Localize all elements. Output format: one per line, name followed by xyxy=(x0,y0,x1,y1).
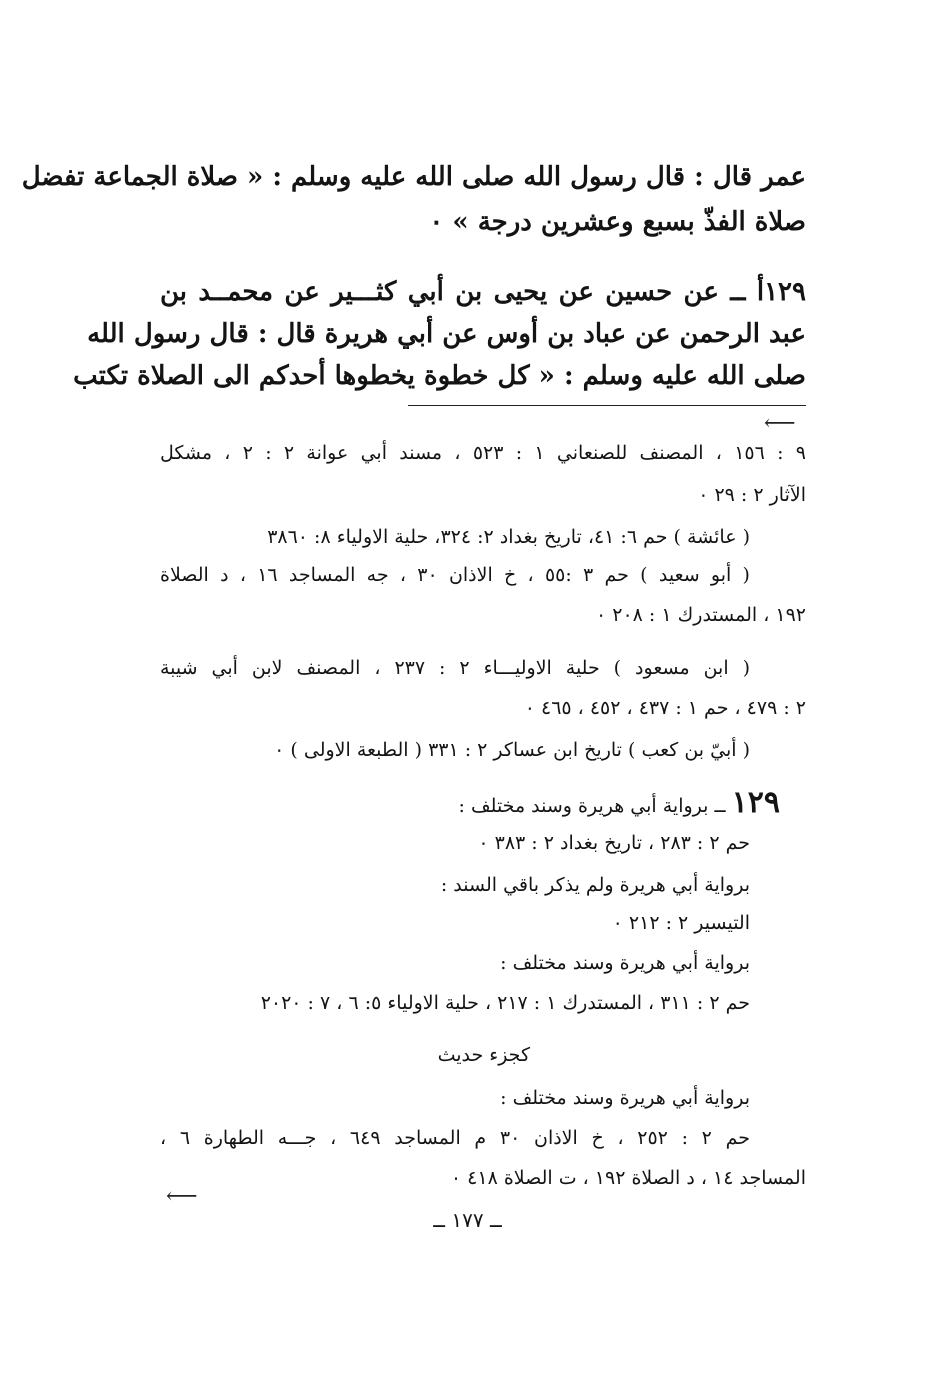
footnote-line: ( عائشة ) حم ٦: ٤١، تاريخ بغداد ٢: ٣٢٤، حلية الاولياء ٨: ٣٨٦٠ xyxy=(267,526,750,548)
hadith-dash: ــ xyxy=(714,795,726,817)
footnote-line: ١٩٢ ، المستدرك ١ : ٢٠٨ ٠ xyxy=(595,604,806,626)
main-line-3: ١٢٩أ ــ عن حسين عن يحيى بن أبي كثـــير عن محمــد بن xyxy=(160,277,806,307)
footnote-line: ٢ : ٤٧٩ ، حم ١ : ٤٣٧ ، ٤٥٢ ، ٤٦٥ ٠ xyxy=(524,697,806,719)
main-line-2: صلاة الفذّ بسبع وعشرين درجة » ٠ xyxy=(429,207,806,237)
main-line-5: صلى الله عليه وسلم : « كل خطوة يخطوها أحدكم الى الصلاة تكتب xyxy=(73,361,806,391)
hadith-heading-text: برواية أبي هريرة وسند مختلف : xyxy=(458,795,709,817)
hadith-number: ١٢٩ xyxy=(731,785,780,820)
footnote-line: حم ٢ : ٣١١ ، المستدرك ١ : ٢١٧ ، حلية الاولياء ٥: ٦ ، ٧ : ٢٠٢٠ xyxy=(260,992,750,1014)
footnote-line: حم ٢ : ٢٥٢ ، خ الاذان ٣٠ م المساجد ٦٤٩ ، جـــه الطهارة ٦ ، xyxy=(160,1127,750,1149)
footnote-line: ٩ : ١٥٦ ، المصنف للصنعاني ١ : ٥٢٣ ، مسند أبي عوانة ٢ : ٢ ، مشكل xyxy=(160,442,806,464)
footnote-line: المساجد ١٤ ، د الصلاة ١٩٢ ، ت الصلاة ٤١٨ ٠ xyxy=(450,1167,806,1189)
footnote-subheading: كجزء حديث xyxy=(437,1044,530,1066)
main-line-4: عبد الرحمن عن عباد بن أوس عن أبي هريرة قال : قال رسول الله xyxy=(87,319,806,349)
footnote-line: ( ابن مسعود ) حلية الاوليـــاء ٢ : ٢٣٧ ، المصنف لابن أبي شيبة xyxy=(160,657,750,679)
footnote-line: ( أبيّ بن كعب ) تاريخ ابن عساكر ٢ : ٣٣١ ( الطبعة الاولى ) ٠ xyxy=(274,739,750,761)
continuation-arrow-icon: ⟵ xyxy=(166,1184,198,1209)
footnote-line: برواية أبي هريرة ولم يذكر باقي السند : xyxy=(440,874,750,896)
continuation-arrow-icon: ⟵ xyxy=(764,411,796,436)
hadith-heading xyxy=(250,785,780,821)
footnote-separator xyxy=(408,405,806,406)
footnote-line: ( أبو سعيد ) حم ٣ :٥٥ ، خ الاذان ٣٠ ، جه المساجد ١٦ ، د الصلاة xyxy=(160,564,750,586)
main-line-1: عمر قال : قال رسول الله صلى الله عليه وسلم : « صلاة الجماعة تفضل xyxy=(21,162,806,192)
footnote-line: برواية أبي هريرة وسند مختلف : xyxy=(500,952,750,974)
footnote-line: برواية أبي هريرة وسند مختلف : xyxy=(500,1087,750,1109)
footnote-line: حم ٢ : ٢٨٣ ، تاريخ بغداد ٢ : ٣٨٣ ٠ xyxy=(478,832,750,854)
footnote-line: الآثار ٢ : ٢٩ ٠ xyxy=(698,484,806,506)
page-number: ــ ١٧٧ ــ xyxy=(433,1208,502,1232)
footnote-line: التيسير ٢ : ٢١٢ ٠ xyxy=(612,912,750,934)
